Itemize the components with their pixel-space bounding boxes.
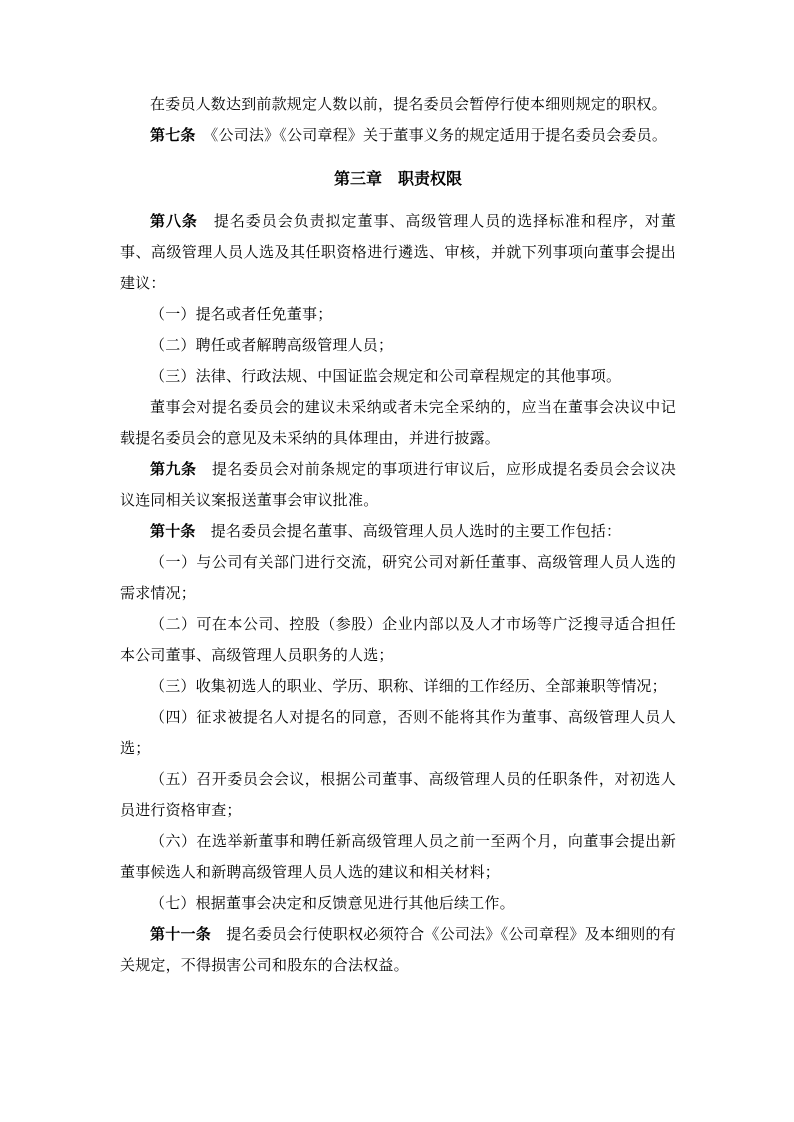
paragraph [120,672,676,703]
paragraph [120,300,676,331]
paragraph-text: 提名委员会提名董事、高级管理人员人选时的主要工作包括： [195,524,622,540]
paragraph [120,548,676,610]
paragraph-text: （一）与公司有关部门进行交流，研究公司对新任董事、高级管理人员人选的需求情况； [120,555,676,602]
paragraph [120,610,676,672]
paragraph-text: 提名委员会负责拟定董事、高级管理人员的选择标准和程序，对董事、高级管理人员人选及其任职资格进行遴选、审核，并就下列事项向董事会提出建议： [120,214,676,292]
paragraph-text: （六）在选举新董事和聘任新高级管理人员之前一至两个月，向董事会提出新董事候选人和新聘高级管理人员人选的建议和相关材料； [120,834,676,881]
paragraph-text: （七）根据董事会决定和反馈意见进行其他后续工作。 [150,896,515,912]
paragraph [120,121,676,152]
paragraph [120,331,676,362]
paragraph-text: 在委员人数达到前款规定人数以前，提名委员会暂停行使本细则规定的职权。 [150,97,667,113]
article-number: 第十一条 [150,927,211,943]
paragraph-text: （二）可在本公司、控股（参股）企业内部以及人才市场等广泛搜寻适合担任本公司董事、高级管理人员职务的人选； [120,617,676,664]
paragraph-text: 提名委员会行使职权必须符合《公司法》《公司章程》及本细则的有关规定，不得损害公司和股东的合法权益。 [120,927,676,974]
paragraph [120,765,676,827]
paragraph-text: 董事会对提名委员会的建议未采纳或者未完全采纳的，应当在董事会决议中记载提名委员会的意见及未采纳的具体理由，并进行披露。 [120,400,676,447]
paragraph [120,889,676,920]
paragraph-text: （四）征求被提名人对提名的同意，否则不能将其作为董事、高级管理人员人选； [120,710,676,757]
paragraph [120,827,676,889]
article-number: 第八条 [150,214,198,230]
paragraph-text: （五）召开委员会会议，根据公司董事、高级管理人员的任职条件，对初选人员进行资格审查； [120,772,676,819]
paragraph-text: （二）聘任或者解聘高级管理人员； [150,338,394,354]
article-number: 第九条 [150,462,197,478]
paragraph [120,90,676,121]
paragraph [120,362,676,393]
paragraph-text: 提名委员会对前条规定的事项进行审议后，应形成提名委员会会议决议连同相关议案报送董事会审议批准。 [120,462,676,509]
paragraph-text: （三）法律、行政法规、中国证监会规定和公司章程规定的其他事项。 [150,369,622,385]
article-number: 第十条 [150,524,196,540]
chapter-heading: 第三章 职责权限 [333,171,462,188]
paragraph [120,517,676,548]
paragraph-text: （三）收集初选人的职业、学历、职称、详细的工作经历、全部兼职等情况； [150,679,667,695]
paragraph [120,703,676,765]
article-number: 第七条 [150,128,196,144]
paragraph [120,920,676,982]
paragraph-text: 《公司法》《公司章程》关于董事义务的规定适用于提名委员会委员。 [195,128,668,144]
paragraph [120,207,676,300]
paragraph [120,455,676,517]
paragraph-text: （一）提名或者任免董事； [150,307,333,323]
paragraph [120,393,676,455]
